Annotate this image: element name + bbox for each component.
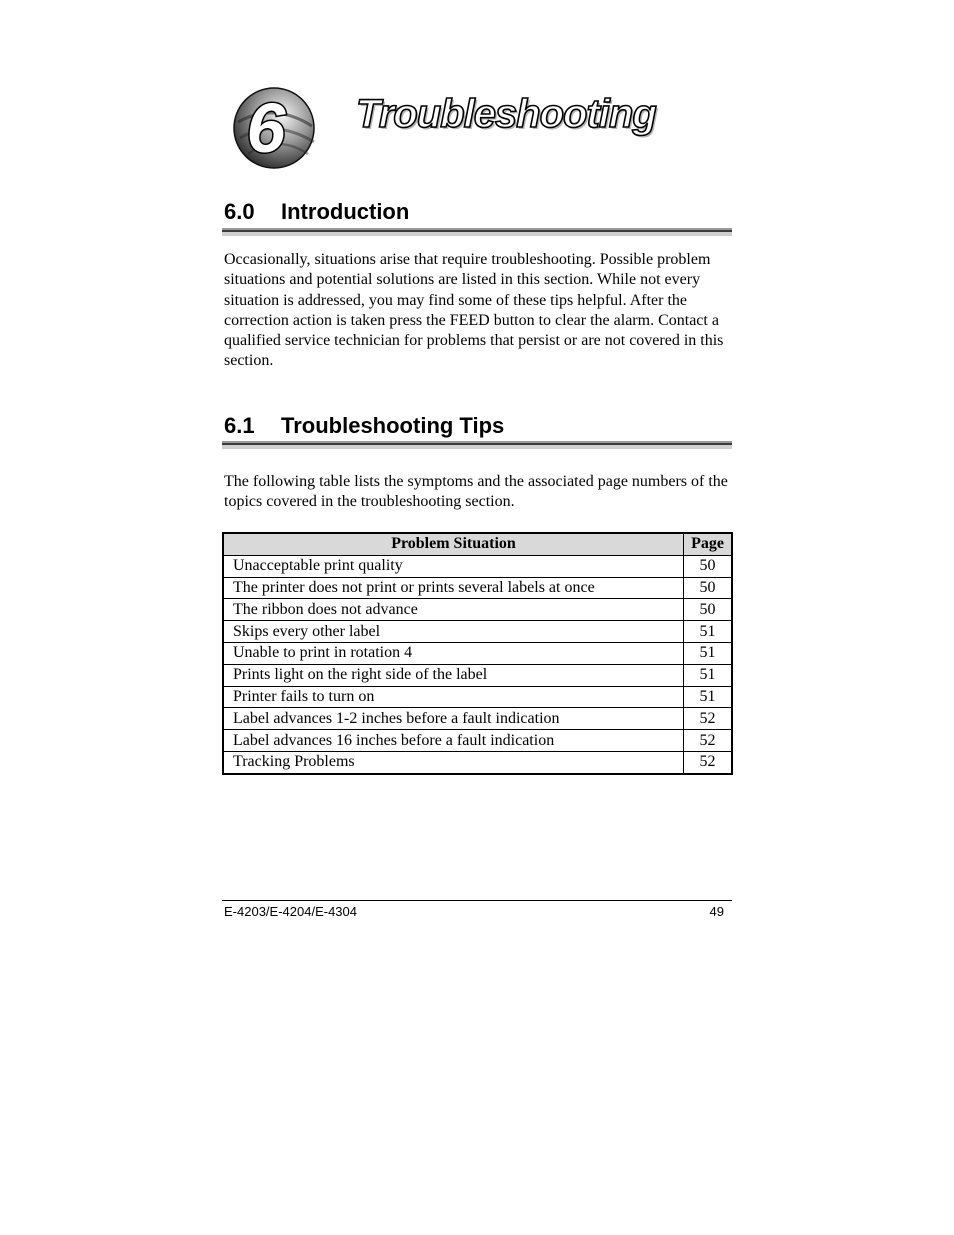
tips-paragraph: The following table lists the symptoms and the associated page numbers of the topics covered in the troubleshooting section. xyxy=(224,473,728,511)
problem-cell: Unacceptable print quality xyxy=(223,555,684,577)
table-row xyxy=(223,555,732,577)
table-row xyxy=(223,577,732,599)
table-row xyxy=(223,621,732,643)
table-row xyxy=(223,708,732,730)
problem-cell: Tracking Problems xyxy=(223,751,684,773)
chapter-number: 6 xyxy=(246,89,286,167)
table-row xyxy=(223,664,732,686)
problem-cell: The printer does not print or prints several labels at once xyxy=(223,577,684,599)
section-heading-troubleshooting-tips xyxy=(224,413,732,439)
problem-cell: The ribbon does not advance xyxy=(223,599,684,621)
problem-cell: Prints light on the right side of the label xyxy=(223,664,684,686)
column-header-problem: Problem Situation xyxy=(223,533,684,555)
problem-cell: Unable to print in rotation 4 xyxy=(223,642,684,664)
section-title: Introduction xyxy=(281,199,410,224)
chapter-number-badge xyxy=(228,82,316,170)
section-divider xyxy=(222,441,732,449)
footer-model: E-4203/E-4204/E-4304 xyxy=(224,904,357,919)
table-row xyxy=(223,686,732,708)
introduction-paragraph: Occasionally, situations arise that require troubleshooting. Possible problem situations and potential solutions are listed in this section. While not every situation is addressed, you may find some of these tips helpful. After the correction action is taken press the FEED button to clear the alarm. Contact a qualified service technician for problems that persist or are not covered in this section. xyxy=(224,251,724,370)
problem-cell: Skips every other label xyxy=(223,621,684,643)
page-cell: 50 xyxy=(684,555,733,577)
problem-cell: Printer fails to turn on xyxy=(223,686,684,708)
problem-cell: Label advances 1-2 inches before a fault indication xyxy=(223,708,684,730)
page-cell: 51 xyxy=(684,664,733,686)
section-number: 6.1 xyxy=(224,413,255,438)
section-number: 6.0 xyxy=(224,199,255,224)
page-cell: 52 xyxy=(684,708,733,730)
footer-divider xyxy=(222,900,732,901)
footer-page-number: 49 xyxy=(709,904,724,919)
section-title: Troubleshooting Tips xyxy=(281,413,505,438)
problem-cell: Label advances 16 inches before a fault indication xyxy=(223,730,684,752)
table-row xyxy=(223,642,732,664)
chapter-title: Troubleshooting xyxy=(356,92,656,136)
section-divider xyxy=(222,228,732,236)
table-row xyxy=(223,751,732,773)
page-cell: 52 xyxy=(684,730,733,752)
page-cell: 51 xyxy=(684,642,733,664)
troubleshooting-table xyxy=(222,532,733,775)
page-cell: 50 xyxy=(684,577,733,599)
table-row xyxy=(223,599,732,621)
page-cell: 50 xyxy=(684,599,733,621)
table-row xyxy=(223,730,732,752)
page-cell: 51 xyxy=(684,621,733,643)
section-heading-introduction xyxy=(224,199,732,225)
table-header-row xyxy=(223,533,732,555)
page-cell: 51 xyxy=(684,686,733,708)
page-cell: 52 xyxy=(684,751,733,773)
column-header-page: Page xyxy=(684,533,733,555)
